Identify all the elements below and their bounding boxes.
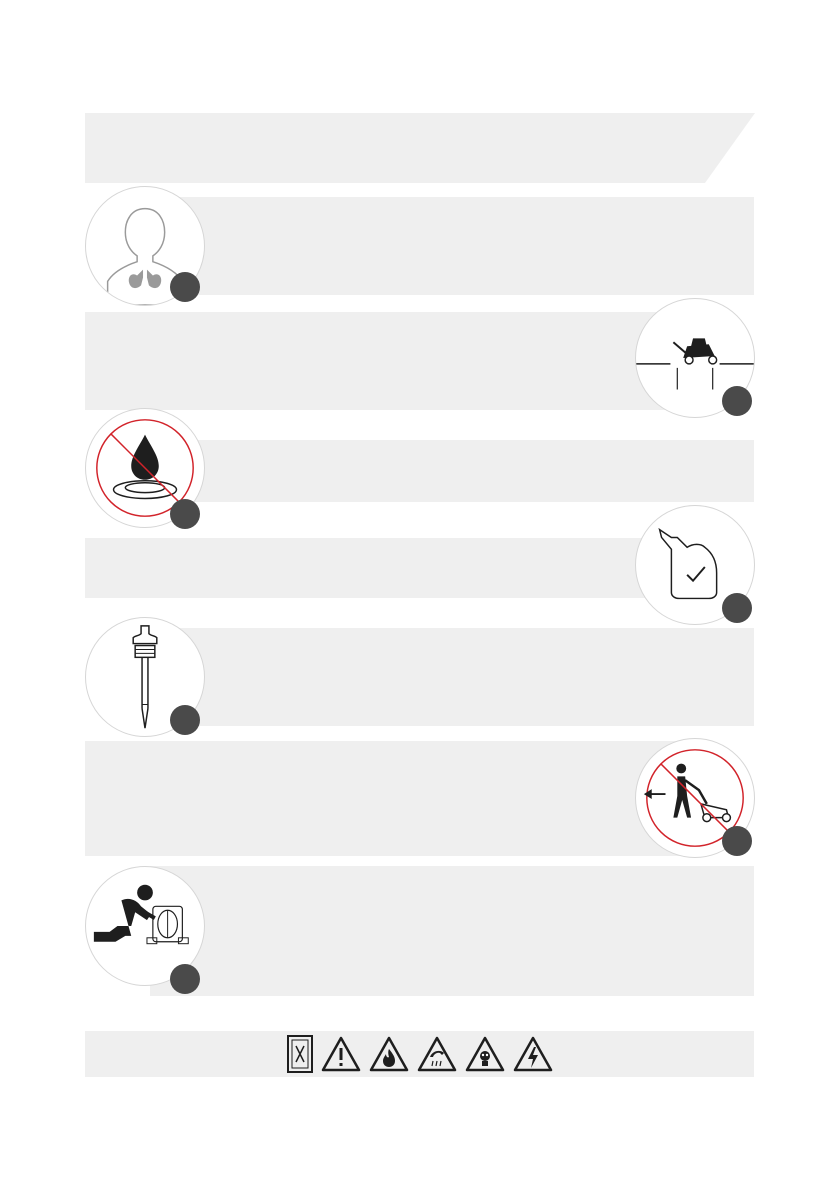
step-badge-6 [722,826,752,856]
exclamation-warning-icon [320,1035,362,1073]
manual-wrench-icon [286,1034,314,1074]
hot-surface-warning-icon [416,1035,458,1073]
step-badge-3 [170,499,200,529]
section-level-panel [85,312,690,410]
section-breathing-panel [150,197,754,295]
section-fuel-panel [85,538,690,598]
step-badge-1 [170,272,200,302]
flammable-warning-icon [368,1035,410,1073]
step-badge-5 [170,705,200,735]
section-backward-panel [85,741,690,856]
section-service-panel [150,866,754,996]
electric-shock-warning-icon [512,1035,554,1073]
step-badge-2 [722,386,752,416]
toxic-fumes-warning-icon [464,1035,506,1073]
section-oil-panel [150,440,754,502]
step-badge-4 [722,593,752,623]
step-badge-7 [170,964,200,994]
header-banner [85,113,755,183]
warning-symbols-bar [85,1031,754,1077]
section-dipstick-panel [150,628,754,726]
